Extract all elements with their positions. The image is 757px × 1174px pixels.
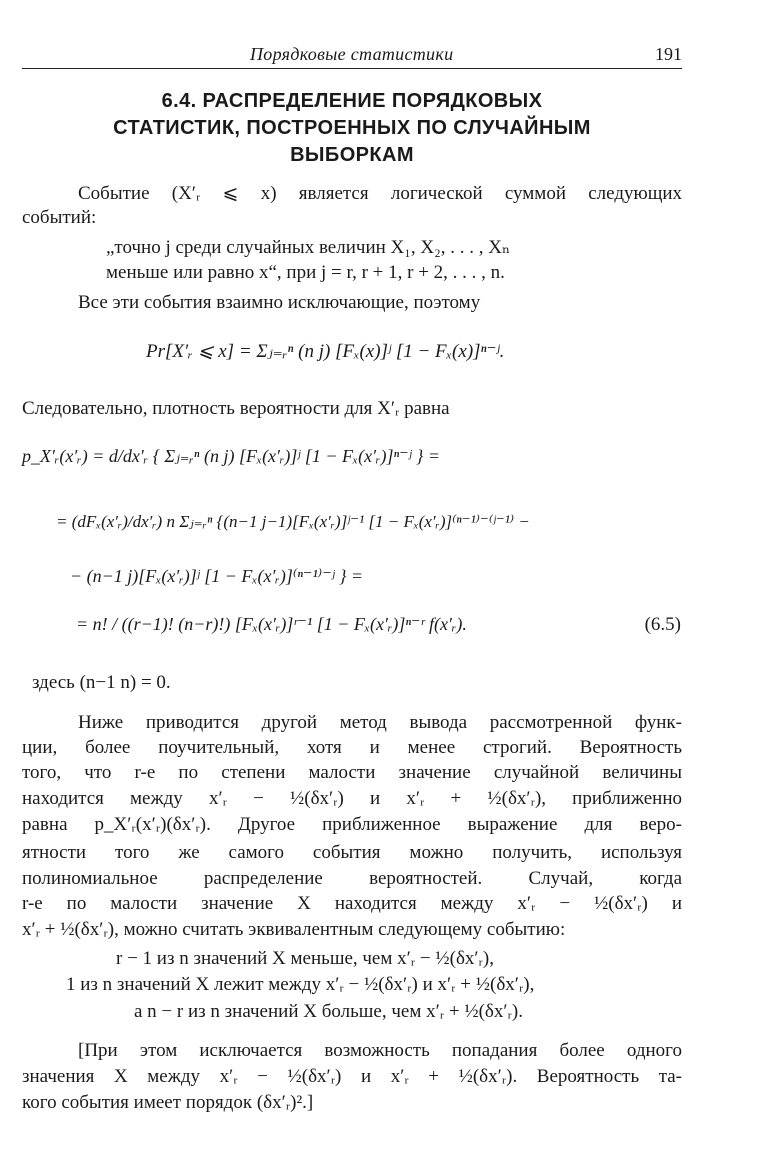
paragraph-5-line: кого события имеет порядок (δx′ᵣ)².]: [22, 1092, 314, 1113]
equation-cdf: Pr[X′ᵣ ⩽ x] = Σⱼ₌ᵣⁿ (n j) [Fₓ(x)]ʲ [1 − Fₓ(x)]ⁿ⁻ʲ.: [146, 341, 505, 362]
paragraph-4-line: равна p_X′ᵣ(x′ᵣ)(δx′ᵣ). Другое приближенное выражение для веро-: [22, 814, 682, 835]
paragraph-4-line: x′ᵣ + ½(δx′ᵣ), можно считать эквивалентным следующему событию:: [22, 919, 566, 940]
section-title-line-1: 6.4. РАСПРЕДЕЛЕНИЕ ПОРЯДКОВЫХ: [161, 90, 543, 112]
equation-6-5-line-2: = (dFₓ(x′ᵣ)/dx′ᵣ) n Σⱼ₌ᵣⁿ {(n−1 j−1)[Fₓ(x′ᵣ)]ʲ⁻¹ [1 − Fₓ(x′ᵣ)]⁽ⁿ⁻¹⁾⁻⁽ʲ⁻¹⁾ −: [56, 512, 530, 531]
paragraph-1-line-1: Событие (X′ᵣ ⩽ x) является логической суммой следующих: [78, 183, 682, 204]
quoted-event-line-1: „точно j среди случайных величин X₁, X₂, . . . , Xₙ: [106, 237, 511, 258]
header-rule: [22, 68, 682, 69]
equation-6-5-line-1: p_X′ᵣ(x′ᵣ) = d/dx′ᵣ { Σⱼ₌ᵣⁿ (n j) [Fₓ(x′ᵣ)]ʲ [1 − Fₓ(x′ᵣ)]ⁿ⁻ʲ } =: [22, 446, 440, 466]
equation-6-5-line-3: − (n−1 j)[Fₓ(x′ᵣ)]ʲ [1 − Fₓ(x′ᵣ)]⁽ⁿ⁻¹⁾⁻ʲ } =: [70, 566, 364, 586]
equation-6-5-line-4: = n! / ((r−1)! (n−r)!) [Fₓ(x′ᵣ)]ʳ⁻¹ [1 − Fₓ(x′ᵣ)]ⁿ⁻ʳ f(x′ᵣ).: [76, 614, 467, 634]
event-list-item: r − 1 из n значений X меньше, чем x′ᵣ − ½(δx′ᵣ),: [116, 948, 494, 969]
equation-number: (6.5): [644, 614, 681, 635]
paragraph-4-line: Ниже приводится другой метод вывода рассмотренной функ-: [78, 712, 682, 733]
paragraph-2: Все эти события взаимно исключающие, поэтому: [78, 292, 481, 313]
paragraph-3: Следовательно, плотность вероятности для X′ᵣ равна: [22, 398, 450, 419]
section-title-line-3: ВЫБОРКАМ: [290, 144, 414, 166]
paragraph-4-line: того, что r-е по степени малости значение случайной величины: [22, 762, 682, 783]
paragraph-5-line: [При этом исключается возможность попадания более одного: [78, 1040, 682, 1061]
paragraph-5-line: значения X между x′ᵣ − ½(δx′ᵣ) и x′ᵣ + ½(δx′ᵣ). Вероятность та-: [22, 1066, 682, 1087]
paragraph-4-line: полиномиальное распределение вероятностей. Случай, когда: [22, 868, 682, 889]
event-list-item: а n − r из n значений X больше, чем x′ᵣ + ½(δx′ᵣ).: [134, 1001, 523, 1022]
where-note: здесь (n−1 n) = 0.: [32, 672, 171, 693]
running-header-title: Порядковые статистики: [250, 44, 454, 64]
paragraph-4-line: ции, более поучительный, хотя и менее строгий. Вероятность: [22, 737, 682, 758]
paragraph-1-line-2: событий:: [22, 207, 97, 228]
quoted-event-line-2: меньше или равно x“, при j = r, r + 1, r + 2, . . . , n.: [106, 262, 505, 283]
event-list-item: 1 из n значений X лежит между x′ᵣ − ½(δx′ᵣ) и x′ᵣ + ½(δx′ᵣ),: [66, 974, 535, 995]
paragraph-4-line: ятности того же самого события можно получить, используя: [22, 842, 682, 863]
page-number: 191: [655, 44, 682, 64]
paragraph-4-line: r-е по малости значение X находится между x′ᵣ − ½(δx′ᵣ) и: [22, 893, 682, 914]
section-title-line-2: СТАТИСТИК, ПОСТРОЕННЫХ ПО СЛУЧАЙНЫМ: [113, 117, 591, 139]
paragraph-4-line: находится между x′ᵣ − ½(δx′ᵣ) и x′ᵣ + ½(δx′ᵣ), приближенно: [22, 788, 682, 809]
